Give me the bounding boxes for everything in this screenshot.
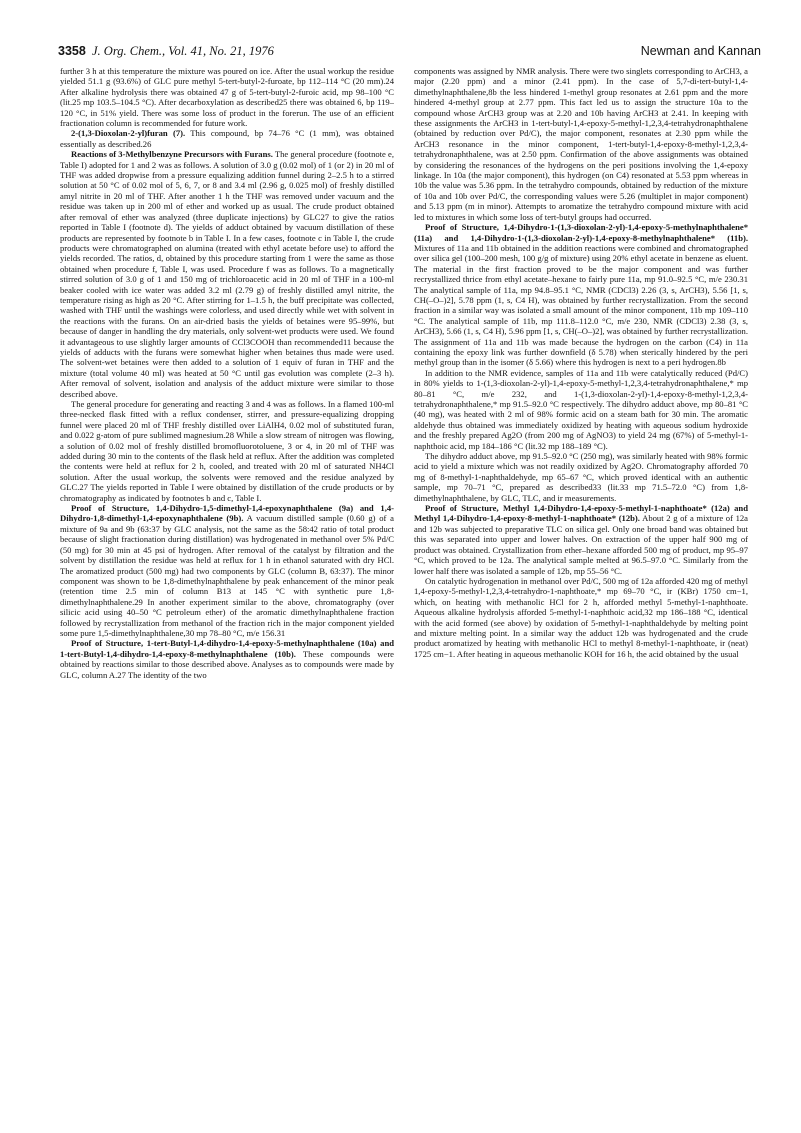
paragraph: [414, 368, 748, 451]
paragraph-text: About 2 g of a mixture of 12a and 12b was subjected to preparative TLC on silica gel. Only one broad band was obtained but this was separated into upper and lower halves. On extraction of the upper half 900 mg of product was obtained. Crystallization from ether–hexane afforded 500 mg of product, mp 95–97 °C, which proved to be 12a. The analytical sample melted at 96.5–97.0 °C. Similarly from the lower half there was isolated a sample of 12b, mp 55–56 °C.: [414, 513, 748, 576]
paragraph: [60, 149, 394, 399]
paragraph-text: Mixtures of 11a and 11b obtained in the addition reactions were combined and chromatographed over silica gel (100–200 mesh, 100 g/g of mixture) using 20% ethyl acetate in benzene as eluent. The material in the first fraction proved to be the major component and was further recrystallized thrice from ethyl acetate–hexane to fairly pure 11a, mp 91.0–92.5 °C, m/e 230.31 The analytical sample of 11a, mp 94.8–95.1 °C, NMR (CDCl3) 2.26 (3, s, ArCH3), 5.56 [1, s, CH(–O–)2], 5.78 ppm (1, s, C4 H), was obtained by further recrystallization. From the second fraction in a similar way was isolated a small amount of the minor component, 11b mp 109–110 °C. The analytical sample of 11b, mp 111.8–112.0 °C, m/e 230, NMR (CDCl3) 2.38 (3, s, ArCH3), 5.66 (1, s, C4 H), 5.96 ppm [1, s, CH(–O–)2], was obtained by further recrystallization. The assignment of 11a and 11b was made because the hydrogen on the carbon (C4) in 11a containing the epoxy link was further downfield (δ 5.78) when sterically hindered by the peri methyl group than in the isomer (δ 5.66) where this hydrogen is next to a peri hydrogen.8b: [414, 242, 748, 368]
paragraph-text: The general procedure for generating and reacting 3 and 4 was as follows. In a flamed 100-ml three-necked flask fitted with a reflux condenser, stirrer, and pressure-equalizing dropping funnel were placed 20 ml of THF freshly distilled over LiAlH4, 0.02 mol of substituted furan, and 0.022 g-atom of pure sublimed magnesium.28 While a slow stream of nitrogen was flowing, a solution of 0.02 mol of freshly distilled bromofluorotoluene, 3 or 4, in 20 ml of THF was added during 30 min to the contents of the flask held at reflux. After the addition was completed the contents were held at reflux for 2 h, cooled, and treated with 20 ml of saturated NH4Cl solution. After the usual workup, the solvents were removed and the residue analyzed by GLC.27 The yields reported in Table I were obtained by distillation of the crude products or by chromatography as indicated by footnotes b and c, Table I.: [60, 399, 394, 503]
paragraph-text: These compounds were obtained by reactions similar to those described above. Analyses as to compounds were made by GLC, column A.27 The identity of the two: [60, 648, 394, 680]
paragraph-heading: Proof of Structure, 1,4-Dihydro-1,5-dimethyl-1,4-epoxynaphthalene (9a) and 1,4-Dihydro-1,8-dimethyl-1,4-epoxynaphthalene (9b).: [60, 503, 394, 524]
journal-citation: J. Org. Chem., Vol. 41, No. 21, 1976: [92, 44, 274, 58]
paragraph-heading: Proof of Structure, 1-tert-Butyl-1,4-dihydro-1,4-epoxy-5-methylnaphthalene (10a) and 1-tert-Butyl-1,4-dihydro-1,4-epoxy-8-methylnaphthalene (10b).: [60, 638, 394, 659]
running-header: [58, 44, 761, 62]
running-authors: Newman and Kannan: [640, 44, 761, 58]
paragraph-text: This compound, bp 74–76 °C (1 mm), was obtained essentially as described.26: [60, 128, 394, 149]
paragraph-text: further 3 h at this temperature the mixture was poured on ice. After the usual workup the residue yielded 51.1 g (93.6%) of GLC pure methyl 5-tert-butyl-2-furoate, bp 112–114 °C (20 mm).24 After alkaline hydrolysis there was obtained 47 g of 5-tert-butyl-2-furoic acid, mp 98–100 °C (lit.25 mp 103.5–104.5 °C). After decarboxylation as described25 there was obtained 6, bp 119–120 °C, in 51% yield. There was some loss of product in the forerun. The use of an efficient fractionation column is recommended for future work.: [60, 66, 394, 129]
paragraph-text: components was assigned by NMR analysis. There were two singlets corresponding to ArCH3, a major (2.20 ppm) and a minor (2.41 ppm). In the case of 5,7-di-tert-butyl-1,4-dimethylnaphthalene,8b the less hindered 1-methyl group resonates at 2.61 ppm and the more hindered 4-methyl group at 2.77 ppm. This fact led us to assign the structure 10a to the compound whose ArCH3 group was at 2.20 and 10b having ArCH3 at 2.41. In keeping with these assignments the ArCH3 in 1-tert-butyl-1,4-epoxy-5-methyl-1,2,3,4-tetrahydronaphthalene (obtained by reduction over Pd/C), the major component, resonates at 2.30 ppm while the ArCH3 resonance in the minor component, 1-tert-butyl-1,4-epoxy-8-methyl-1,2,3,4-tetrahydronaphthalene, was at 2.50 ppm. Confirmation of the above assignments was obtained by considering the resonances of the hydrogens on the peri positions involving the 1,4-epoxy linkage. In 10a (the major component), this hydrogen (on C4) resonated at 5.53 ppm whereas in 10b the value was 5.36 ppm. In the tetrahydro compounds, obtained by reduction of the mixture of 10a and 10b over Pd/C, the corresponding values were 5.26 (multiplet in major component) and 5.13 ppm (m in minor). Attempts to aromatize the tetrahydro compound mixture with acid led to mixtures in which some loss of tert-butyl groups had occurred.: [414, 66, 748, 222]
paragraph: [414, 451, 748, 503]
paragraph-heading: Proof of Structure, 1,4-Dihydro-1-(1,3-dioxolan-2-yl)-1,4-epoxy-5-methylnaphthalene* (11a) and 1,4-Dihydro-1-(1,3-dioxolan-2-yl)-1,4-epoxy-8-methylnaphthalene* (11b).: [414, 222, 748, 243]
paragraph-text: In addition to the NMR evidence, samples of 11a and 11b were catalytically reduced (Pd/C) in 80% yields to 1-(1,3-dioxolan-2-yl)-1,4-epoxy-5-methyl-1,2,3,4-tetrahydronaphthalene,* mp 80–81 °C, m/e 232, and 1-(1,3-dioxolan-2-yl)-1,4-epoxy-8-methyl-1,2,3,4-tetrahydronaphthalene,* mp 91.5–92.0 °C respectively. The dihydro adduct above, mp 80–81 °C (40 mg), was heated with 2 ml of 98% formic acid on a steam bath for 30 min. The aromatic aldehyde thus obtained was immediately oxidized by heating with aqueous sodium hydroxide and the freshly prepared Ag2O (from 200 mg of AgNO3) to yield 24 mg (67%) of 5-methyl-1-naphthoic acid, mp 184–186 °C (lit.32 mp 188–189 °C).: [414, 367, 748, 451]
paragraph-continued: [414, 66, 748, 222]
left-column: [60, 66, 394, 1118]
paragraph: [60, 503, 394, 638]
paragraph-continued: [60, 66, 394, 128]
paragraph: [60, 399, 394, 503]
paragraph-text: On catalytic hydrogenation in methanol over Pd/C, 500 mg of 12a afforded 420 mg of methyl 1,4-epoxy-5-methyl-1,2,3,4-tetrahydro-1-naphthoate,* mp 69–70 °C, ir (KBr) 1750 cm−1, which, on heating with methanolic HCl for 2 h, afforded methyl 5-methyl-1-naphthoate. Aqueous alkaline hydrolysis afforded 5-methyl-1-naphthoic acid,32 mp 186–188 °C, identical with the acid formed (see above) by oxidation of 5-methyl-1-naphthaldehyde by melting point and mixture melting point. In a similar way the adduct 12b was hydrogenated and the crude product aromatized by heating with methanolic HCl to methyl 8-methyl-1-naphthoate, ir (neat) 1725 cm−1. After heating in aqueous methanolic KOH for 16 h, the acid obtained by the usual: [414, 575, 748, 659]
paragraph-text: The general procedure (footnote e, Table I) adopted for 1 and 2 was as follows. A solution of 3.0 g (0.02 mol) of 1 (or 2) in 20 ml of THF was added dropwise from a pressure equalizing addition funnel during 2–2.5 h to a stirred solution at 50 °C of 0.02 mol of 5, 6, 7, or 8 and 3.4 ml (2.96 g, 0.025 mol) of freshly distilled amyl nitrite in 20 ml of THF. After another 1 h the THF was removed under vacuum and the residue was taken up in 200 ml of ether and worked up as usual. The crude product obtained after removal of ether was analyzed (three duplicate injections) by GLC27 to give the ratios reported in Table I (footnote d). The yields of adduct obtained by vacuum distillation of these products are represented by footnote b in Table I. In a few cases, footnote c in Table I, the crude products were chromatographed on alumina (treated with ethyl acetate before use) to afford the yields recorded. The ratios, d, obtained by this procedure starting from 1 were the same as those obtained when procedure f, Table I, was used. Procedure f was as follows. To a magnetically stirred solution of 3.0 g of 1 and 150 mg of trichloroacetic acid in 20 ml of THF in a 100-ml beaker cooled with ice water was added 3.2 ml (2.79 g) of freshly distilled amyl nitrite, the temperature rising as high as 20 °C. After stirring for 1–1.5 h, the buff precipitate was collected, washed with THF until the washings were colorless, and used directly while wet with solvent in the reactions with the furans. On an air-dried basis the yields of betaines were 95–99%, but because of danger in handling the dry materials, only solvent-wet products were used. We found it advantageous to use slightly larger amounts of CCl3COOH than recommended11 because the yields of adducts with the furans were somewhat higher when betaines thus made were used. The solvent-wet betaines were then added to a solution of 1 equiv of furan in THF and the mixture (total volume 40 ml) was heated at 50 °C until gas evolution was complete (2–3 h). After removal of solvent, isolation and analysis of the adduct mixture were similar to those described above.: [60, 149, 394, 399]
right-column: [414, 66, 748, 1118]
paragraph-heading: Proof of Structure, Methyl 1,4-Dihydro-1,4-epoxy-5-methyl-1-naphthoate* (12a) and Methyl 1,4-Dihydro-1,4-epoxy-8-methyl-1-naphthoate* (12b).: [414, 503, 748, 524]
paragraph: [414, 503, 748, 576]
paragraph: [60, 128, 394, 149]
page-number: 3358: [58, 44, 86, 58]
paragraph: [414, 576, 748, 659]
paragraph-heading: Reactions of 3-Methylbenzyne Precursors with Furans.: [71, 149, 273, 160]
paragraph-text: A vacuum distilled sample (0.60 g) of a mixture of 9a and 9b (63:37 by GLC analysis, not the same as the 58:42 ratio of total product because of slight fractionation during distillation) was hydrogenated in methanol over 5% Pd/C (50 mg) for 30 min at 45 psi of hydrogen. After removal of the catalyst by filtration and the solvent by distillation the residue was held at reflux for 1 h in ethanol saturated with dry HCl. The aromatized product (500 mg) had two components by GLC (column B, 63:37). The minor component was shown to be 1,8-dimethylnaphthalene by peak enhancement of the minor peak (retention time 2.5 min of column B13 at 145 °C with synthetic pure 1,8-dimethylnaphthalene.29 In another experiment similar to the above, chromatography (over silicic acid using 40–50 °C petroleum ether) of the aromatic dimethylnaphthalene fraction followed by recrystallization from methanol of the fraction rich in the major component yielded some pure 1,5-dimethylnaphthalene,30 mp 78–80 °C, m/e 156.31: [60, 513, 394, 638]
paragraph: [60, 638, 394, 680]
paragraph-heading: 2-(1,3-Dioxolan-2-yl)furan (7).: [71, 128, 186, 139]
paragraph-text: The dihydro adduct above, mp 91.5–92.0 °C (250 mg), was similarly heated with 98% formic acid to yield a mixture which was not readily oxidized by Ag2O. Chromatography afforded 70 mg of 8-methyl-1-naphthaldehyde, mp 65–67 °C, which proved identical with an authentic sample, mp 70–71 °C, prepared as described33 (lit.33 mp 71.5–72.0 °C) from 1,8-dimethylnaphthalene, by GLC, TLC, and ir measurements.: [414, 451, 748, 503]
paragraph: [414, 222, 748, 368]
